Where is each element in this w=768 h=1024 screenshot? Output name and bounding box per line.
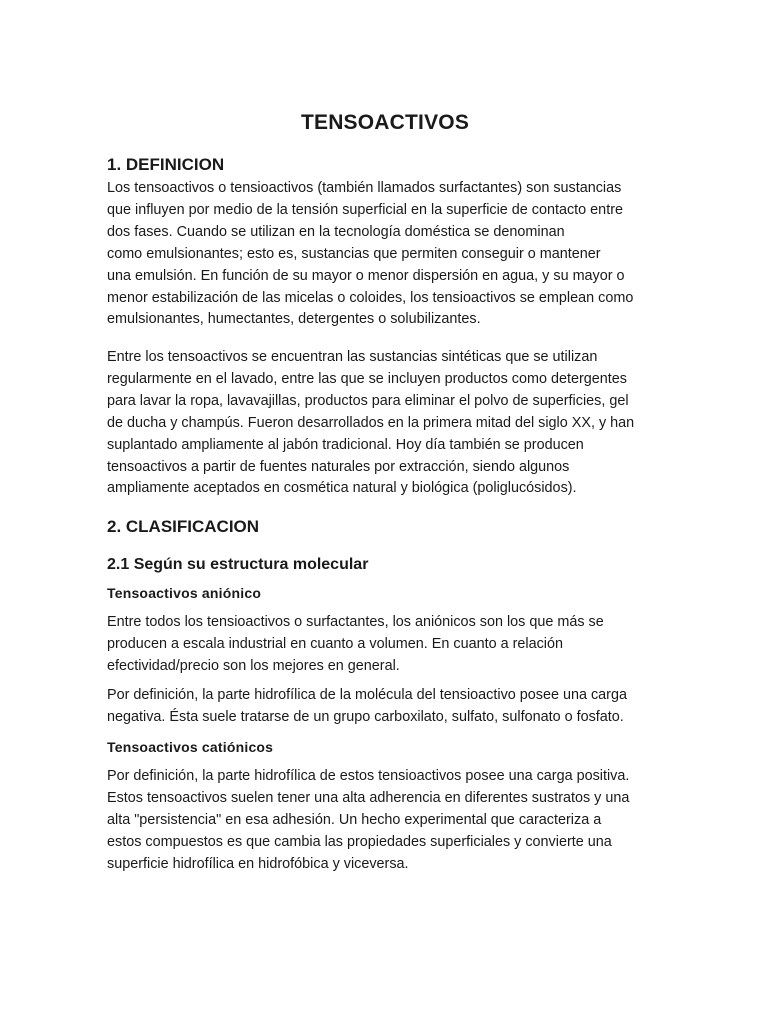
text-line: Los tensoactivos o tensioactivos (también llamados surfactantes) son sustancias	[107, 180, 622, 196]
text-line: menor estabilización de las micelas o coloides, los tensioactivos se emplean como	[107, 289, 634, 306]
paragraph-cationico-1	[107, 766, 663, 876]
text-line: negativa. Ésta suele tratarse de un grupo carboxilato, sulfato, sulfonato o fosfato.	[107, 708, 624, 725]
document-title: TENSOACTIVOS	[300, 111, 470, 134]
subheading-cationico: Tensoactivos catiónicos	[107, 739, 274, 755]
text-line: producen a escala industrial en cuanto a volumen. En cuanto a relación	[107, 635, 563, 652]
paragraph-definicion-1	[107, 178, 663, 331]
text-line: Entre todos los tensioactivos o surfactantes, los aniónicos son los que más se	[107, 614, 604, 630]
subheading-anionico: Tensoactivos aniónico	[107, 585, 262, 601]
text-line: ampliamente aceptados en cosmética natural y biológica (poliglucósidos).	[107, 480, 577, 497]
paragraph-anionico-2	[107, 685, 663, 729]
text-line: regularmente en el lavado, entre las que se incluyen productos como detergentes	[107, 370, 627, 387]
text-line: como emulsionantes; esto es, sustancias que permiten conseguir o mantener	[107, 245, 601, 262]
section-heading-clasificacion: 2. CLASIFICACION	[107, 517, 260, 536]
text-line: dos fases. Cuando se utilizan en la tecnología doméstica se denominan	[107, 223, 565, 240]
text-line: Estos tensoactivos suelen tener una alta adherencia en diferentes sustratos y una	[107, 789, 630, 806]
text-line: alta "persistencia" en esa adhesión. Un hecho experimental que caracteriza a	[107, 811, 602, 828]
text-line: tensoactivos a partir de fuentes naturales por extracción, siendo algunos	[107, 458, 570, 475]
text-line: suplantado ampliamente al jabón tradicional. Hoy día también se producen	[107, 436, 584, 453]
subsection-heading-estructura: 2.1 Según su estructura molecular	[107, 556, 369, 573]
paragraph-definicion-2	[107, 347, 663, 500]
text-line: estos compuestos es que cambia las propiedades superficiales y convierte una	[107, 833, 612, 850]
text-line: efectividad/precio son los mejores en general.	[107, 657, 400, 674]
text-line: que influyen por medio de la tensión superficial en la superficie de contacto entre	[107, 201, 623, 218]
text-line: emulsionantes, humectantes, detergentes o solubilizantes.	[107, 311, 481, 328]
text-line: superficie hidrofílica en hidrofóbica y viceversa.	[107, 855, 409, 872]
text-line: Por definición, la parte hidrofílica de la molécula del tensioactivo posee una carga	[107, 687, 627, 703]
section-heading-definicion: 1. DEFINICION	[107, 155, 225, 174]
text-line: de ducha y champús. Fueron desarrollados en la primera mitad del siglo XX, y han	[107, 414, 635, 431]
text-line: para lavar la ropa, lavavajillas, productos para eliminar el polvo de superficies, gel	[107, 392, 629, 409]
text-line: Entre los tensoactivos se encuentran las sustancias sintéticas que se utilizan	[107, 349, 598, 365]
text-line: Por definición, la parte hidrofílica de estos tensioactivos posee una carga positiva.	[107, 768, 630, 784]
paragraph-anionico-1	[107, 612, 663, 678]
text-line: una emulsión. En función de su mayor o menor dispersión en agua, y su mayor o	[107, 267, 625, 284]
